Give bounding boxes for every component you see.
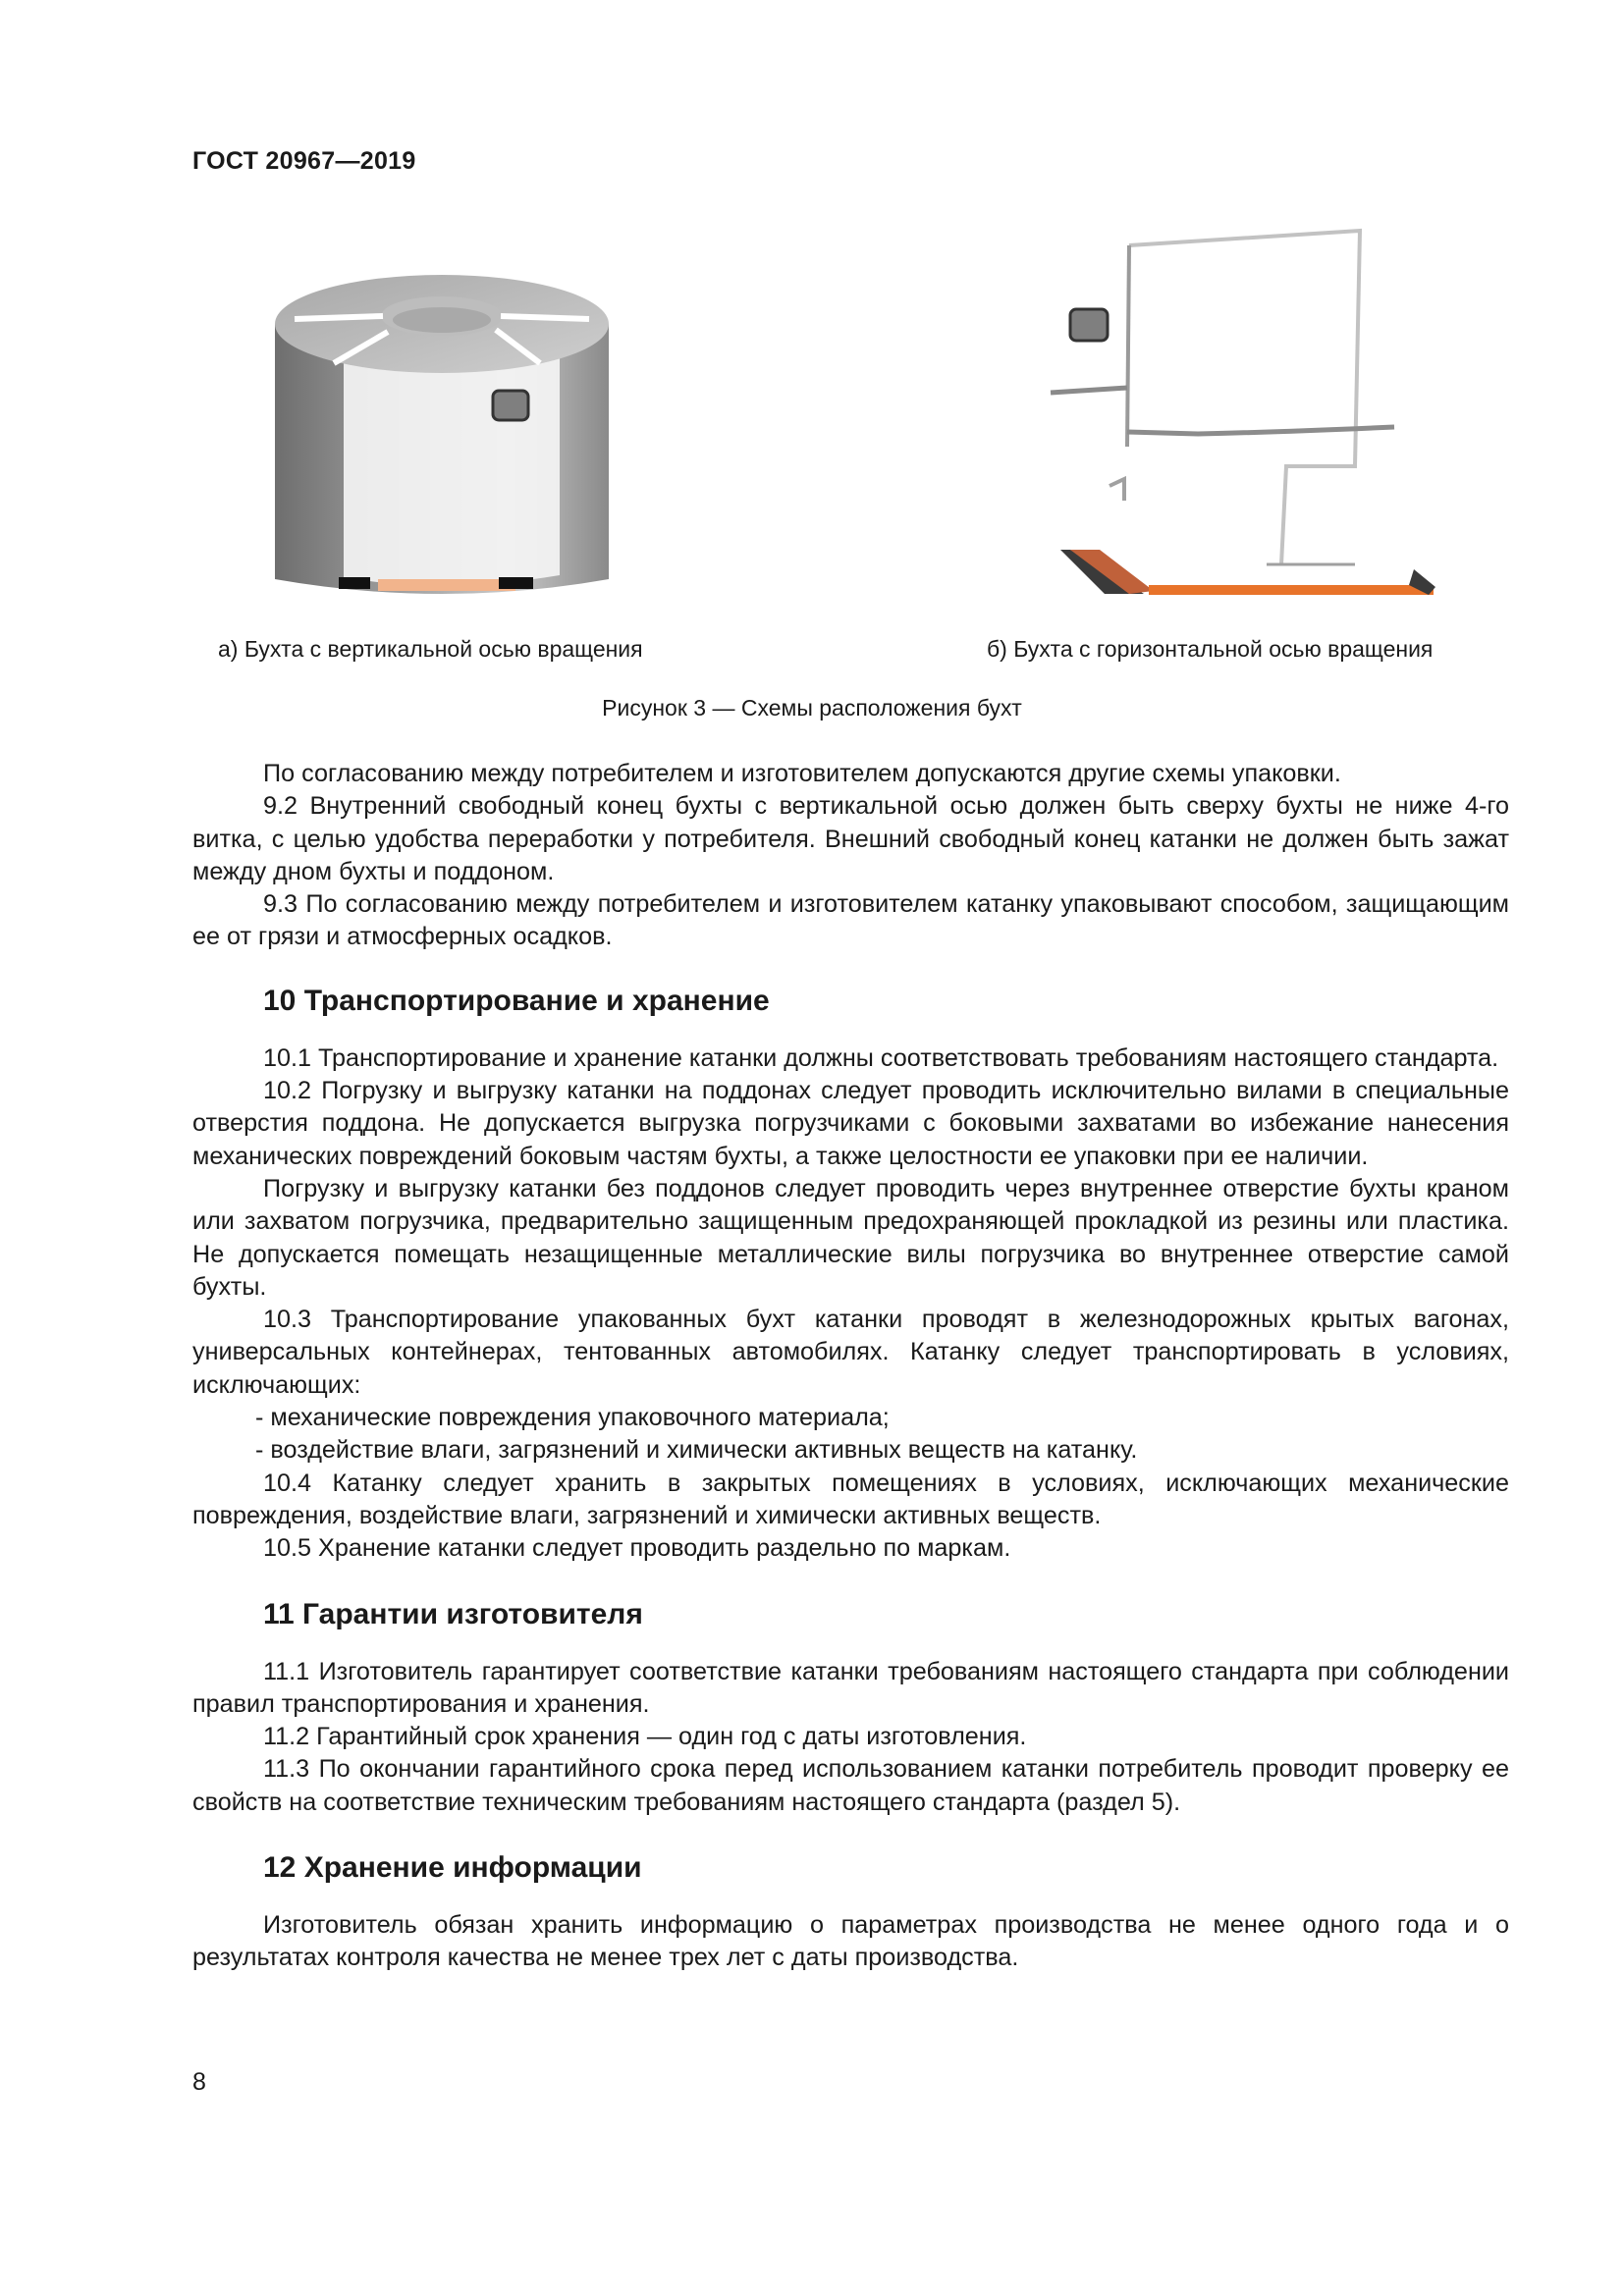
paragraph-9-2: 9.2 Внутренний свободный конец бухты с вертикальной осью должен быть сверху бухты не ниже 4-го витка, с целью удобства переработки у потребителя. Внешний свободный конец катанки не должен быть зажат между дном бухты и поддоном. xyxy=(192,792,1509,885)
paragraph-loading: Погрузку и выгрузку катанки без поддонов следует проводить через внутреннее отверстие бухты краном или захватом погрузчика, предварительно защищенным предохраняющей прокладкой из резины или пластика. Не допускается помещать незащищенные металлические вилы погрузчика во внутреннее отверстие самой бухты. xyxy=(192,1174,1509,1301)
list-item: - воздействие влаги, загрязнений и химически активных веществ на катанку. xyxy=(255,1436,1138,1465)
pallet-middle xyxy=(378,579,515,591)
pallet-left xyxy=(339,577,370,589)
paragraph-10-3: 10.3 Транспортирование упакованных бухт катанки проводят в железнодорожных крытых вагонах, универсальных контейнерах, тентованных автомобилях. Катанку следует транспортировать в условиях, исключающих: xyxy=(192,1306,1509,1399)
paragraph-10-5: 10.5 Хранение катанки следует проводить раздельно по маркам. xyxy=(263,1534,1011,1563)
coil-outline xyxy=(1129,231,1360,564)
paragraph-11-3: 11.3 По окончании гарантийного срока перед использованием катанки потребитель проводит проверку ее свойств на соответствие техническим требованиям настоящего стандарта (раздел 5). xyxy=(192,1755,1509,1816)
document-header: ГОСТ 20967—2019 xyxy=(192,147,416,175)
pallet-base xyxy=(1149,585,1434,595)
paragraph-11-2: 11.2 Гарантийный срок хранения — один год с даты изготовления. xyxy=(263,1723,1027,1751)
pallet-right xyxy=(499,577,533,589)
paragraph-9-3: 9.3 По согласованию между потребителем и изготовителем катанку упаковывают способом, защищающим ее от грязи и атмосферных осадков. xyxy=(192,890,1509,951)
paragraph-10-1: 10.1 Транспортирование и хранение катанки должны соответствовать требованиям настоящего стандарта. xyxy=(263,1043,1499,1072)
section-heading-12: 12 Хранение информации xyxy=(263,1851,642,1885)
figure-coil-vertical xyxy=(265,265,619,604)
figure-title: Рисунок 3 — Схемы расположения бухт xyxy=(602,695,1022,721)
section-heading-10: 10 Транспортирование и хранение xyxy=(263,984,770,1017)
figure-caption-a: а) Бухта с вертикальной осью вращения xyxy=(218,636,643,662)
paragraph-12: Изготовитель обязан хранить информацию о параметрах производства не менее одного года и о результатах контроля качества не менее трех лет с даты производства. xyxy=(192,1911,1509,1972)
label-tag-icon xyxy=(493,391,528,420)
paragraph-10-2: 10.2 Погрузку и выгрузку катанки на поддонах следует проводить исключительно вилами в специальные отверстия поддона. Не допускается выгрузка погрузчиками с боковыми захватами во избежание нанесения механических повреждений боковым частям бухты, а также целостности ее упаковки при ее наличии. xyxy=(192,1077,1509,1170)
figure-coil-horizontal xyxy=(1031,226,1443,604)
page-number: 8 xyxy=(192,2068,206,2096)
list-item: - механические повреждения упаковочного материала; xyxy=(255,1404,890,1432)
section-heading-11: 11 Гарантии изготовителя xyxy=(263,1597,643,1630)
packaging-wrap xyxy=(344,344,560,586)
paragraph: По согласованию между потребителем и изготовителем допускаются другие схемы упаковки. xyxy=(263,760,1341,787)
paragraph-10-4: 10.4 Катанку следует хранить в закрытых помещениях в условиях, исключающих механические повреждения, воздействие влаги, загрязнений и химически активных веществ. xyxy=(192,1468,1509,1529)
paragraph-11-1: 11.1 Изготовитель гарантирует соответствие катанки требованиям настоящего стандарта при соблюдении правил транспортирования и хранения. xyxy=(192,1657,1509,1718)
label-tag-icon xyxy=(1070,309,1108,341)
main-text xyxy=(192,758,1509,1975)
figure-caption-b: б) Бухта с горизонтальной осью вращения xyxy=(987,636,1434,662)
